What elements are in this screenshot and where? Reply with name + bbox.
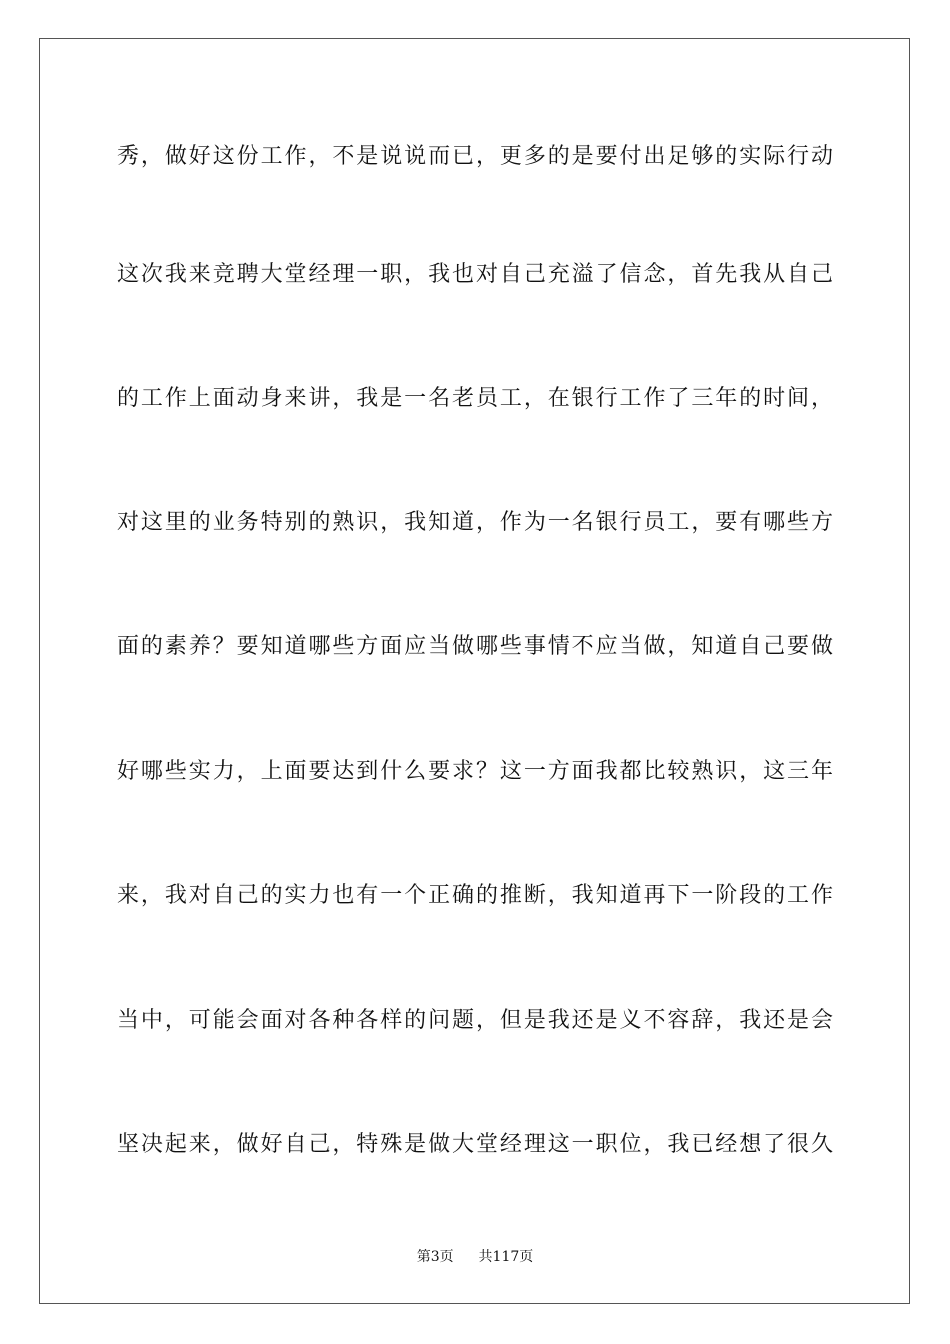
text-line: 来，我对自己的实力也有一个正确的推断，我知道再下一阶段的工作	[117, 883, 833, 908]
page-border	[39, 38, 910, 1304]
text-line: 坚决起来，做好自己，特殊是做大堂经理这一职位，我已经想了很久	[117, 1132, 833, 1157]
text-line: 好哪些实力，上面要达到什么要求？这一方面我都比较熟识，这三年	[117, 759, 833, 784]
text-line: 当中，可能会面对各种各样的问题，但是我还是义不容辞，我还是会	[117, 1008, 833, 1033]
text-line: 面的素养？要知道哪些方面应当做哪些事情不应当做，知道自己要做	[117, 634, 833, 659]
total-pages: 共117页	[478, 1249, 534, 1265]
text-line: 这次我来竞聘大堂经理一职，我也对自己充溢了信念，首先我从自己	[117, 262, 833, 287]
text-line: 秀，做好这份工作，不是说说而已，更多的是要付出足够的实际行动	[117, 144, 833, 169]
page-number: 第3页	[416, 1249, 454, 1265]
page-footer	[0, 1247, 950, 1267]
text-line: 对这里的业务特别的熟识，我知道，作为一名银行员工，要有哪些方	[117, 510, 833, 535]
text-line: 的工作上面动身来讲，我是一名老员工，在银行工作了三年的时间，	[117, 386, 833, 411]
